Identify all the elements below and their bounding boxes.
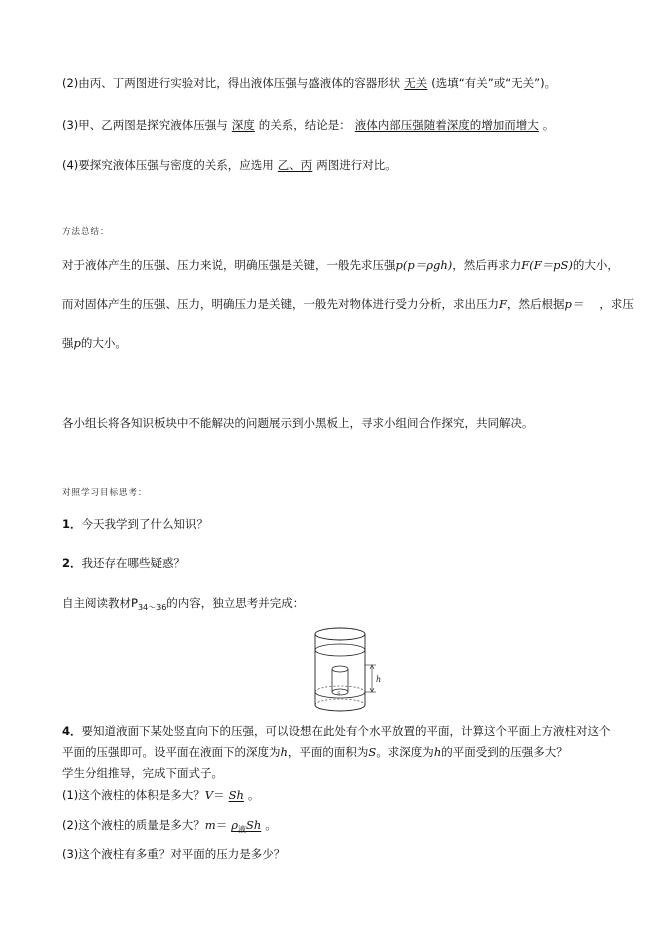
step-text: 。 xyxy=(247,788,260,802)
step-text: (2)这个液柱的质量是多大？ xyxy=(62,818,205,832)
method-text: 的大小。 xyxy=(80,336,127,350)
q-number: 2． xyxy=(62,556,82,570)
step2-answer xyxy=(227,818,265,832)
sh: Sh xyxy=(245,818,262,832)
q3-answer2: 液体内部压强随着深度的增加而增大 xyxy=(354,118,539,132)
p4-line-3: 学生分组推导，完成下面式子。 xyxy=(62,766,223,780)
liquid-surface xyxy=(315,644,365,656)
read-page-range: 34～36 xyxy=(137,603,167,612)
p4-text: ，平面的面积为 xyxy=(287,745,369,759)
q4-text: (4)要探究液体压强与密度的关系，应选用 xyxy=(62,158,274,172)
method-title: 方法总结： xyxy=(62,227,110,237)
reflect-title: 对照学习目标思考： xyxy=(62,488,148,498)
q-number: 1． xyxy=(62,517,82,531)
p4-line-1 xyxy=(62,723,611,739)
equals: ＝ xyxy=(213,788,225,802)
method-text: 对于液体产生的压强、压力来说，明确压强是关键，一般先求压强 xyxy=(62,258,396,272)
p4-text: 。求深度为 xyxy=(376,745,434,759)
var-h: h xyxy=(433,745,442,759)
step-text: 。 xyxy=(265,818,277,832)
method-text: ，然后根据 xyxy=(506,297,565,311)
q4-post: 两图进行对比。 xyxy=(316,158,397,172)
inner-top xyxy=(332,666,348,672)
q2-answer: 无关 xyxy=(404,76,428,90)
var-h: h xyxy=(280,745,288,759)
method-line-3 xyxy=(62,335,127,351)
var-v: V xyxy=(204,788,214,802)
formula-f: F xyxy=(499,297,507,311)
outer-bottom xyxy=(315,705,365,711)
p4-step-2 xyxy=(62,817,277,838)
liquid-column-figure xyxy=(310,625,394,717)
method-text: ，求压 xyxy=(599,297,634,311)
p4-step-1 xyxy=(62,787,259,803)
q3-text: (3)甲、乙两图是探究液体压强与 xyxy=(62,118,228,132)
method-text: 的大小， xyxy=(572,258,619,272)
method-text: 而对固体产生的压强、压力，明确压力是关键，一般先对物体进行受力分析，求出压力 xyxy=(62,297,499,311)
q-number: 4． xyxy=(62,724,82,738)
q2-text: (2)由丙、丁两图进行实验对比，得出液体压强与盛液体的容器形状 xyxy=(62,76,401,90)
q2-post: (选填“有关”或“无关”)。 xyxy=(431,76,557,90)
formula-p-rhogh: p(p＝ρgh) xyxy=(395,258,453,272)
method-line-2 xyxy=(62,296,634,312)
formula-p-eq: p＝ xyxy=(564,297,584,311)
p4-text: 要知道液面下某处竖直向下的压强，可以设想在此处有个水平放置的平面，计算这个平面上方液柱对这个 xyxy=(81,724,611,738)
var-m: m xyxy=(204,818,216,832)
p4-text: 平面的压强即可。设平面在液面下的深度为 xyxy=(62,745,281,759)
outer-bottom-back xyxy=(315,699,365,705)
group-instruction: 各小组长将各知识板块中不能解决的问题展示到小黑板上，寻求小组间合作探究，共同解决。 xyxy=(62,416,534,430)
equals: ＝ xyxy=(215,818,228,832)
outer-top xyxy=(315,628,365,640)
method-text: ，然后再求力 xyxy=(452,258,522,272)
area-label: S xyxy=(337,691,341,697)
method-line-1 xyxy=(62,257,619,273)
read-instruction xyxy=(62,595,304,616)
p4-step-3: (3)这个液柱有多重？对平面的压力是多少？ xyxy=(62,847,286,861)
depth-label: h xyxy=(376,675,382,684)
read-page: P xyxy=(131,596,138,610)
reflect-q1-text: 今天我学到了什么知识？ xyxy=(81,517,209,531)
q3-line xyxy=(62,117,554,133)
reflect-q2-text: 我还存在哪些疑惑？ xyxy=(81,556,186,570)
q3-post: 。 xyxy=(542,118,555,132)
rho: ρ xyxy=(231,818,238,832)
q4-answer: 乙、丙 xyxy=(277,158,313,172)
step1-answer: Sh xyxy=(228,788,244,802)
var-s: S xyxy=(368,745,377,759)
q2-line xyxy=(62,75,556,91)
reflect-q2 xyxy=(62,555,185,571)
reflect-q1 xyxy=(62,516,208,532)
formula-f-ps: F(F＝pS) xyxy=(521,258,573,272)
method-text: 强 xyxy=(62,336,74,350)
read-text: 的内容，独立思考并完成： xyxy=(166,596,305,610)
p4-text: 的平面受到的压强多大？ xyxy=(441,745,568,759)
read-text: 自主阅读教材 xyxy=(62,596,131,610)
q3-mid: 的关系，结论是： xyxy=(258,118,351,132)
q4-line xyxy=(62,157,397,173)
formula-p: p xyxy=(73,336,81,350)
p4-line-2 xyxy=(62,744,568,760)
rho-subscript: 液 xyxy=(237,825,246,834)
q3-answer1: 深度 xyxy=(231,118,255,132)
step-text: (1)这个液柱的体积是多大？ xyxy=(62,788,205,802)
